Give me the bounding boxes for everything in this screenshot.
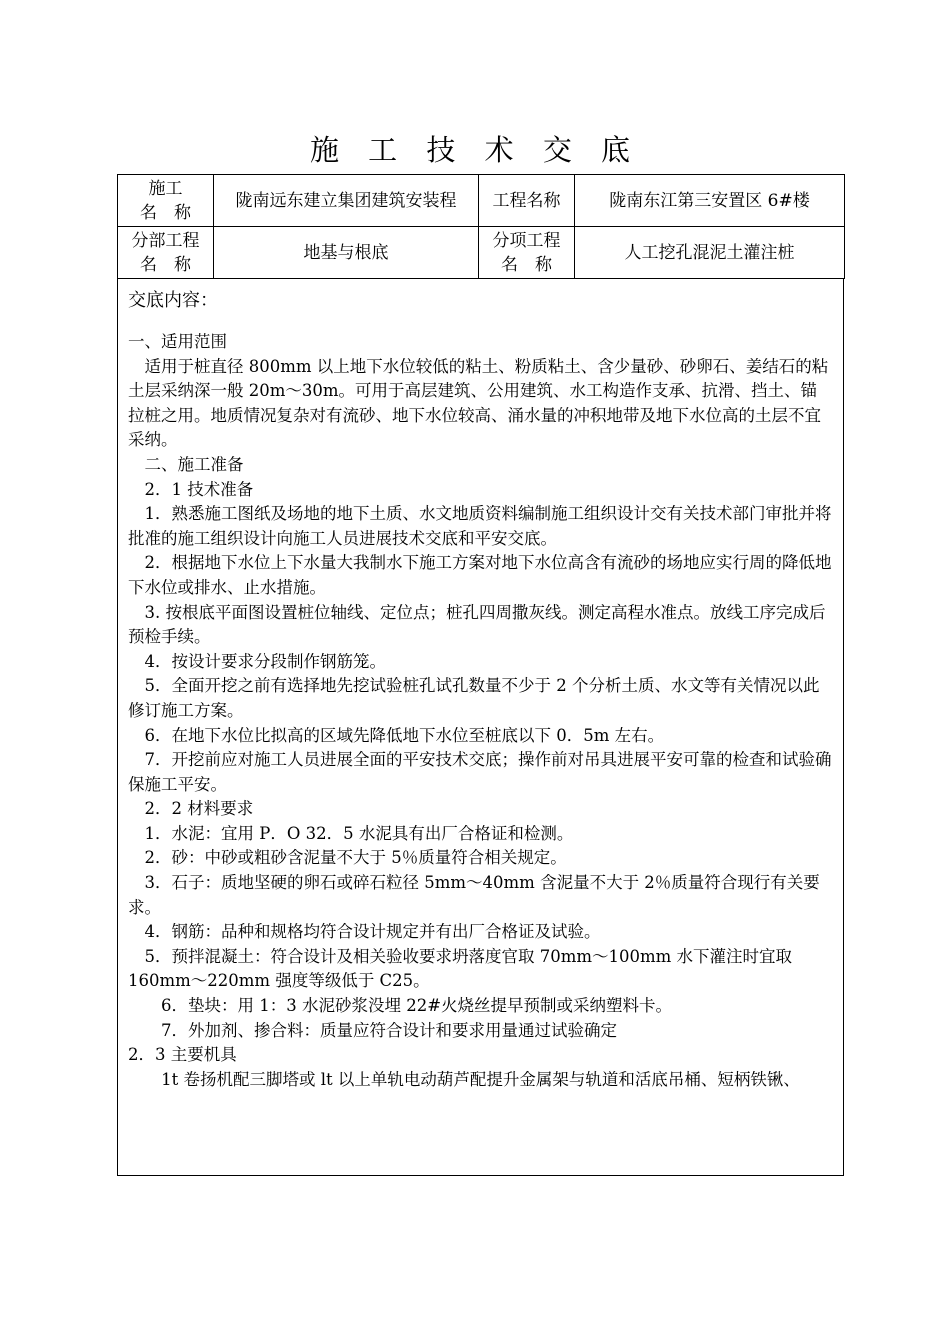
division-value: 地基与根底 (214, 227, 479, 279)
subitem-label: 分项工程 名 称 (479, 227, 575, 279)
paragraph: 3. 按根底平面图设置桩位轴线、定位点；桩孔四周撒灰线。测定高程水准点。放线工序完成后预检手续。 (128, 602, 826, 647)
paragraph: 2．3 主要机具 (128, 1045, 237, 1065)
paragraph: 1．水泥：宜用 P．O 32．5 水泥具有出厂合格证和检测。 (128, 823, 574, 843)
subitem-value: 人工挖孔混泥土灌注桩 (575, 227, 845, 279)
info-table (117, 174, 845, 279)
paragraph: 5．全面开挖之前有选择地先挖试验桩孔试孔数量不少于 2 个分析土质、水文等有关情况以此修订施工方案。 (128, 676, 820, 720)
content-body (128, 330, 833, 1092)
project-name-value: 陇南东江第三安置区 6#楼 (575, 175, 845, 227)
paragraph: 2．2 材料要求 (128, 799, 254, 819)
paragraph: 2．砂：中砂或粗砂含泥量不大于 5％质量符合相关规定。 (128, 848, 567, 868)
paragraph: 6．垫块：用 1：3 水泥砂浆没埋 22#火烧丝提早预制或采纳塑料卡。 (128, 996, 673, 1016)
paragraph: 5．预拌混凝土：符合设计及相关验收要求坍落度官取 70mm～100mm 水下灌注时宜取 160mm～220mm 强度等级低于 C25。 (128, 946, 793, 991)
paragraph: 3．石子：质地坚硬的卵石或碎石粒径 5mm～40mm 含泥量不大于 2％质量符合现行有关要求。 (128, 873, 820, 917)
paragraph: 一、适用范围 (128, 332, 227, 351)
project-value: 陇南远东建立集团建筑安装程 (214, 175, 479, 227)
paragraph: 1．熟悉施工图纸及场地的地下土质、水文地质资料编制施工组织设计交有关技术部门审批并将批准的施工组织设计向施工人员进展技术交底和平安交底。 (128, 504, 832, 548)
paragraph: 2．根据地下水位上下水量大我制水下施工方案对地下水位高含有流砂的场地应实行周的降低地下水位或排水、止水措施。 (128, 553, 832, 597)
paragraph: 7．外加剂、掺合料：质量应符合设计和要求用量通过试验确定 (128, 1020, 617, 1040)
project-name-label: 工程名称 (479, 175, 575, 227)
content-box (117, 278, 844, 1176)
project-label: 施工 名 称 (118, 175, 214, 227)
paragraph: 二、施工准备 (128, 454, 244, 474)
content-heading: 交底内容： (128, 290, 218, 311)
paragraph: 2．1 技术准备 (128, 479, 254, 499)
paragraph: 6．在地下水位比拟高的区域先降低地下水位至桩底以下 0．5m 左右。 (128, 725, 665, 745)
paragraph: 1t 卷扬机配三脚塔或 lt 以上单轨电动葫芦配提升金属架与轨道和活底吊桶、短柄铁锹、 (161, 1069, 800, 1089)
paragraph: 4．钢筋：品种和规格均符合设计规定并有出厂合格证及试验。 (128, 922, 601, 942)
division-label: 分部工程 名 称 (118, 227, 214, 279)
paragraph: 7．开挖前应对施工人员进展全面的平安技术交底；操作前对吊具进展平安可靠的检查和试验确保施工平安。 (128, 750, 832, 794)
paragraph: 4．按设计要求分段制作钢筋笼。 (128, 651, 386, 671)
paragraph: 适用于桩直径 800mm 以上地下水位较低的粘土、粉质粘土、含少量砂、砂卵石、姜结石的粘土层采纳深一般 20m～30m。可用于高层建筑、公用建筑、水工构造作支承、抗滑、挡土、锚拉桩之用。地质情况复杂对有流砂、地下水位较高、涌水量的冲积地带及地下水位高的土层不宜采纳。 (128, 356, 829, 450)
document-title: 施 工 技 术 交 底 (309, 133, 641, 167)
